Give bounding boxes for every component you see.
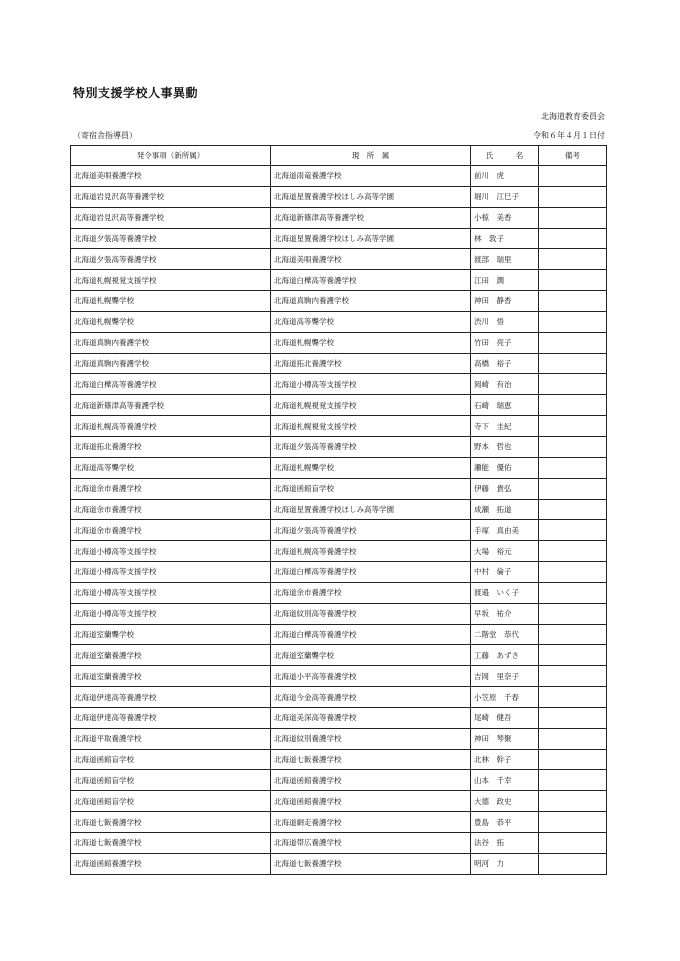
remarks-cell: [539, 645, 607, 666]
remarks-cell: [539, 520, 607, 541]
name-cell: 中村 倫子: [471, 562, 539, 583]
name-cell: 岡崎 有治: [471, 374, 539, 395]
table-row: [71, 499, 607, 520]
current-post-cell: 北海道星置養護学校ほしみ高等学園: [271, 499, 471, 520]
new-post-cell: 北海道函館養護学校: [71, 853, 271, 874]
table-row: [71, 666, 607, 687]
remarks-cell: [539, 791, 607, 812]
name-cell: 明河 力: [471, 853, 539, 874]
current-post-cell: 北海道札幌高等養護学校: [271, 541, 471, 562]
remarks-cell: [539, 728, 607, 749]
name-cell: 石崎 瑞恵: [471, 395, 539, 416]
remarks-cell: [539, 812, 607, 833]
remarks-cell: [539, 582, 607, 603]
effective-date: 令和６年４月１日付: [533, 131, 605, 140]
current-post-cell: 北海道夕張高等養護学校: [271, 520, 471, 541]
remarks-cell: [539, 353, 607, 374]
remarks-cell: [539, 707, 607, 728]
table-row: [71, 478, 607, 499]
current-post-cell: 北海道札幌聾学校: [271, 332, 471, 353]
name-cell: 寺下 圭紀: [471, 416, 539, 437]
table-row: [71, 833, 607, 854]
name-cell: 豊島 恭平: [471, 812, 539, 833]
name-cell: 早坂 祐介: [471, 603, 539, 624]
remarks-cell: [539, 332, 607, 353]
new-post-cell: 北海道室蘭養護学校: [71, 666, 271, 687]
new-post-cell: 北海道伊達高等養護学校: [71, 687, 271, 708]
name-cell: 神田 静香: [471, 291, 539, 312]
remarks-cell: [539, 853, 607, 874]
new-post-cell: 北海道室蘭養護学校: [71, 645, 271, 666]
remarks-cell: [539, 833, 607, 854]
name-cell: 手塚 真由美: [471, 520, 539, 541]
remarks-cell: [539, 249, 607, 270]
table-row: [71, 770, 607, 791]
table-row: [71, 520, 607, 541]
new-post-cell: 北海道室蘭聾学校: [71, 624, 271, 645]
personnel-table: [70, 145, 607, 875]
table-row: [71, 228, 607, 249]
name-cell: 小笠原 千春: [471, 687, 539, 708]
remarks-cell: [539, 395, 607, 416]
new-post-cell: 北海道札幌高等養護学校: [71, 416, 271, 437]
current-post-cell: 北海道紋別養護学校: [271, 728, 471, 749]
name-cell: 山本 千幸: [471, 770, 539, 791]
remarks-cell: [539, 562, 607, 583]
table-row: [71, 791, 607, 812]
table-row: [71, 603, 607, 624]
remarks-cell: [539, 457, 607, 478]
header-new-post: 発令事項（新所属）: [71, 146, 271, 166]
remarks-cell: [539, 603, 607, 624]
remarks-cell: [539, 186, 607, 207]
table-row: [71, 541, 607, 562]
table-row: [71, 374, 607, 395]
remarks-cell: [539, 207, 607, 228]
remarks-cell: [539, 228, 607, 249]
name-cell: 二階堂 恭代: [471, 624, 539, 645]
remarks-cell: [539, 311, 607, 332]
table-row: [71, 166, 607, 187]
new-post-cell: 北海道余市養護学校: [71, 499, 271, 520]
current-post-cell: 北海道新篠津高等養護学校: [271, 207, 471, 228]
table-row: [71, 812, 607, 833]
current-post-cell: 北海道白樺高等養護学校: [271, 562, 471, 583]
new-post-cell: 北海道拓北養護学校: [71, 436, 271, 457]
current-post-cell: 北海道夕張高等養護学校: [271, 436, 471, 457]
new-post-cell: 北海道平取養護学校: [71, 728, 271, 749]
current-post-cell: 北海道美深高等養護学校: [271, 707, 471, 728]
name-cell: 小椋 美香: [471, 207, 539, 228]
table-row: [71, 270, 607, 291]
header-name: 氏 名: [471, 146, 539, 166]
remarks-cell: [539, 499, 607, 520]
new-post-cell: 北海道札幌視覚支援学校: [71, 270, 271, 291]
current-post-cell: 北海道拓北養護学校: [271, 353, 471, 374]
table-row: [71, 291, 607, 312]
table-row: [71, 207, 607, 228]
new-post-cell: 北海道高等聾学校: [71, 457, 271, 478]
remarks-cell: [539, 416, 607, 437]
new-post-cell: 北海道余市養護学校: [71, 478, 271, 499]
current-post-cell: 北海道帯広養護学校: [271, 833, 471, 854]
name-cell: 竹田 亮子: [471, 332, 539, 353]
name-cell: 大德 政史: [471, 791, 539, 812]
name-cell: 吉岡 里奈子: [471, 666, 539, 687]
table-row: [71, 332, 607, 353]
current-post-cell: 北海道小平高等養護学校: [271, 666, 471, 687]
current-post-cell: 北海道星置養護学校ほしみ高等学園: [271, 228, 471, 249]
name-cell: 神田 琴聚: [471, 728, 539, 749]
remarks-cell: [539, 624, 607, 645]
new-post-cell: 北海道新篠津高等養護学校: [71, 395, 271, 416]
current-post-cell: 北海道網走養護学校: [271, 812, 471, 833]
remarks-cell: [539, 687, 607, 708]
current-post-cell: 北海道札幌視覚支援学校: [271, 416, 471, 437]
name-cell: 前川 虎: [471, 166, 539, 187]
new-post-cell: 北海道岩見沢高等養護学校: [71, 207, 271, 228]
remarks-cell: [539, 436, 607, 457]
current-post-cell: 北海道室蘭聾学校: [271, 645, 471, 666]
table-row: [71, 395, 607, 416]
remarks-cell: [539, 541, 607, 562]
current-post-cell: 北海道高等聾学校: [271, 311, 471, 332]
header-remarks: 備考: [539, 146, 607, 166]
new-post-cell: 北海道夕張高等養護学校: [71, 249, 271, 270]
remarks-cell: [539, 478, 607, 499]
new-post-cell: 北海道七飯養護学校: [71, 812, 271, 833]
new-post-cell: 北海道余市養護学校: [71, 520, 271, 541]
table-row: [71, 728, 607, 749]
current-post-cell: 北海道紋別高等養護学校: [271, 603, 471, 624]
new-post-cell: 北海道伊達高等養護学校: [71, 707, 271, 728]
current-post-cell: 北海道函館養護学校: [271, 770, 471, 791]
remarks-cell: [539, 291, 607, 312]
current-post-cell: 北海道札幌聾学校: [271, 457, 471, 478]
new-post-cell: 北海道白樺高等養護学校: [71, 374, 271, 395]
remarks-cell: [539, 270, 607, 291]
current-post-cell: 北海道函館養護学校: [271, 791, 471, 812]
current-post-cell: 北海道小樽高等支援学校: [271, 374, 471, 395]
table-row: [71, 624, 607, 645]
new-post-cell: 北海道函館盲学校: [71, 791, 271, 812]
issuer: 北海道教育委員会: [541, 112, 605, 121]
remarks-cell: [539, 770, 607, 791]
new-post-cell: 北海道札幌聾学校: [71, 311, 271, 332]
name-cell: 工藤 あずさ: [471, 645, 539, 666]
page-title: 特別支援学校人事異動: [73, 86, 199, 100]
new-post-cell: 北海道小樽高等支援学校: [71, 603, 271, 624]
new-post-cell: 北海道札幌聾学校: [71, 291, 271, 312]
table-row: [71, 687, 607, 708]
name-cell: 野本 哲也: [471, 436, 539, 457]
table-row: [71, 249, 607, 270]
name-cell: 林 敦子: [471, 228, 539, 249]
name-cell: 江田 潤: [471, 270, 539, 291]
name-cell: 高橋 裕子: [471, 353, 539, 374]
table-row: [71, 707, 607, 728]
table-row: [71, 562, 607, 583]
new-post-cell: 北海道夕張高等養護学校: [71, 228, 271, 249]
name-cell: 大場 裕元: [471, 541, 539, 562]
current-post-cell: 北海道白樺高等養護学校: [271, 624, 471, 645]
table-row: [71, 749, 607, 770]
name-cell: 成瀬 拓道: [471, 499, 539, 520]
current-post-cell: 北海道雨竜養護学校: [271, 166, 471, 187]
remarks-cell: [539, 666, 607, 687]
name-cell: 堀川 江巳子: [471, 186, 539, 207]
current-post-cell: 北海道美唄養護学校: [271, 249, 471, 270]
new-post-cell: 北海道小樽高等支援学校: [71, 562, 271, 583]
current-post-cell: 北海道余市養護学校: [271, 582, 471, 603]
new-post-cell: 北海道函館盲学校: [71, 749, 271, 770]
new-post-cell: 北海道美唄養護学校: [71, 166, 271, 187]
table-body: [71, 166, 607, 875]
table-header-row: [71, 146, 607, 166]
table-row: [71, 853, 607, 874]
table-row: [71, 645, 607, 666]
new-post-cell: 北海道岩見沢高等養護学校: [71, 186, 271, 207]
name-cell: 北林 幹子: [471, 749, 539, 770]
current-post-cell: 北海道札幌視覚支援学校: [271, 395, 471, 416]
name-cell: 渋川 悟: [471, 311, 539, 332]
table-row: [71, 582, 607, 603]
name-cell: 瀬能 優佑: [471, 457, 539, 478]
new-post-cell: 北海道小樽高等支援学校: [71, 541, 271, 562]
current-post-cell: 北海道星置養護学校ほしみ高等学園: [271, 186, 471, 207]
new-post-cell: 北海道真駒内養護学校: [71, 353, 271, 374]
remarks-cell: [539, 166, 607, 187]
new-post-cell: 北海道七飯養護学校: [71, 833, 271, 854]
remarks-cell: [539, 374, 607, 395]
new-post-cell: 北海道函館盲学校: [71, 770, 271, 791]
table-row: [71, 416, 607, 437]
name-cell: 尾崎 健吾: [471, 707, 539, 728]
table-row: [71, 457, 607, 478]
table-row: [71, 186, 607, 207]
current-post-cell: 北海道白樺高等養護学校: [271, 270, 471, 291]
staff-category: （寄宿舎指導員）: [73, 131, 137, 140]
new-post-cell: 北海道真駒内養護学校: [71, 332, 271, 353]
name-cell: 伊藤 貴弘: [471, 478, 539, 499]
name-cell: 渡邉 いく子: [471, 582, 539, 603]
current-post-cell: 北海道七飯養護学校: [271, 749, 471, 770]
header-current-post: 現 所 属: [271, 146, 471, 166]
table-row: [71, 353, 607, 374]
remarks-cell: [539, 749, 607, 770]
table-row: [71, 311, 607, 332]
name-cell: 法谷 拓: [471, 833, 539, 854]
current-post-cell: 北海道七飯養護学校: [271, 853, 471, 874]
name-cell: 渡部 瑞里: [471, 249, 539, 270]
table-row: [71, 436, 607, 457]
current-post-cell: 北海道今金高等養護学校: [271, 687, 471, 708]
new-post-cell: 北海道小樽高等支援学校: [71, 582, 271, 603]
current-post-cell: 北海道真駒内養護学校: [271, 291, 471, 312]
current-post-cell: 北海道函館盲学校: [271, 478, 471, 499]
